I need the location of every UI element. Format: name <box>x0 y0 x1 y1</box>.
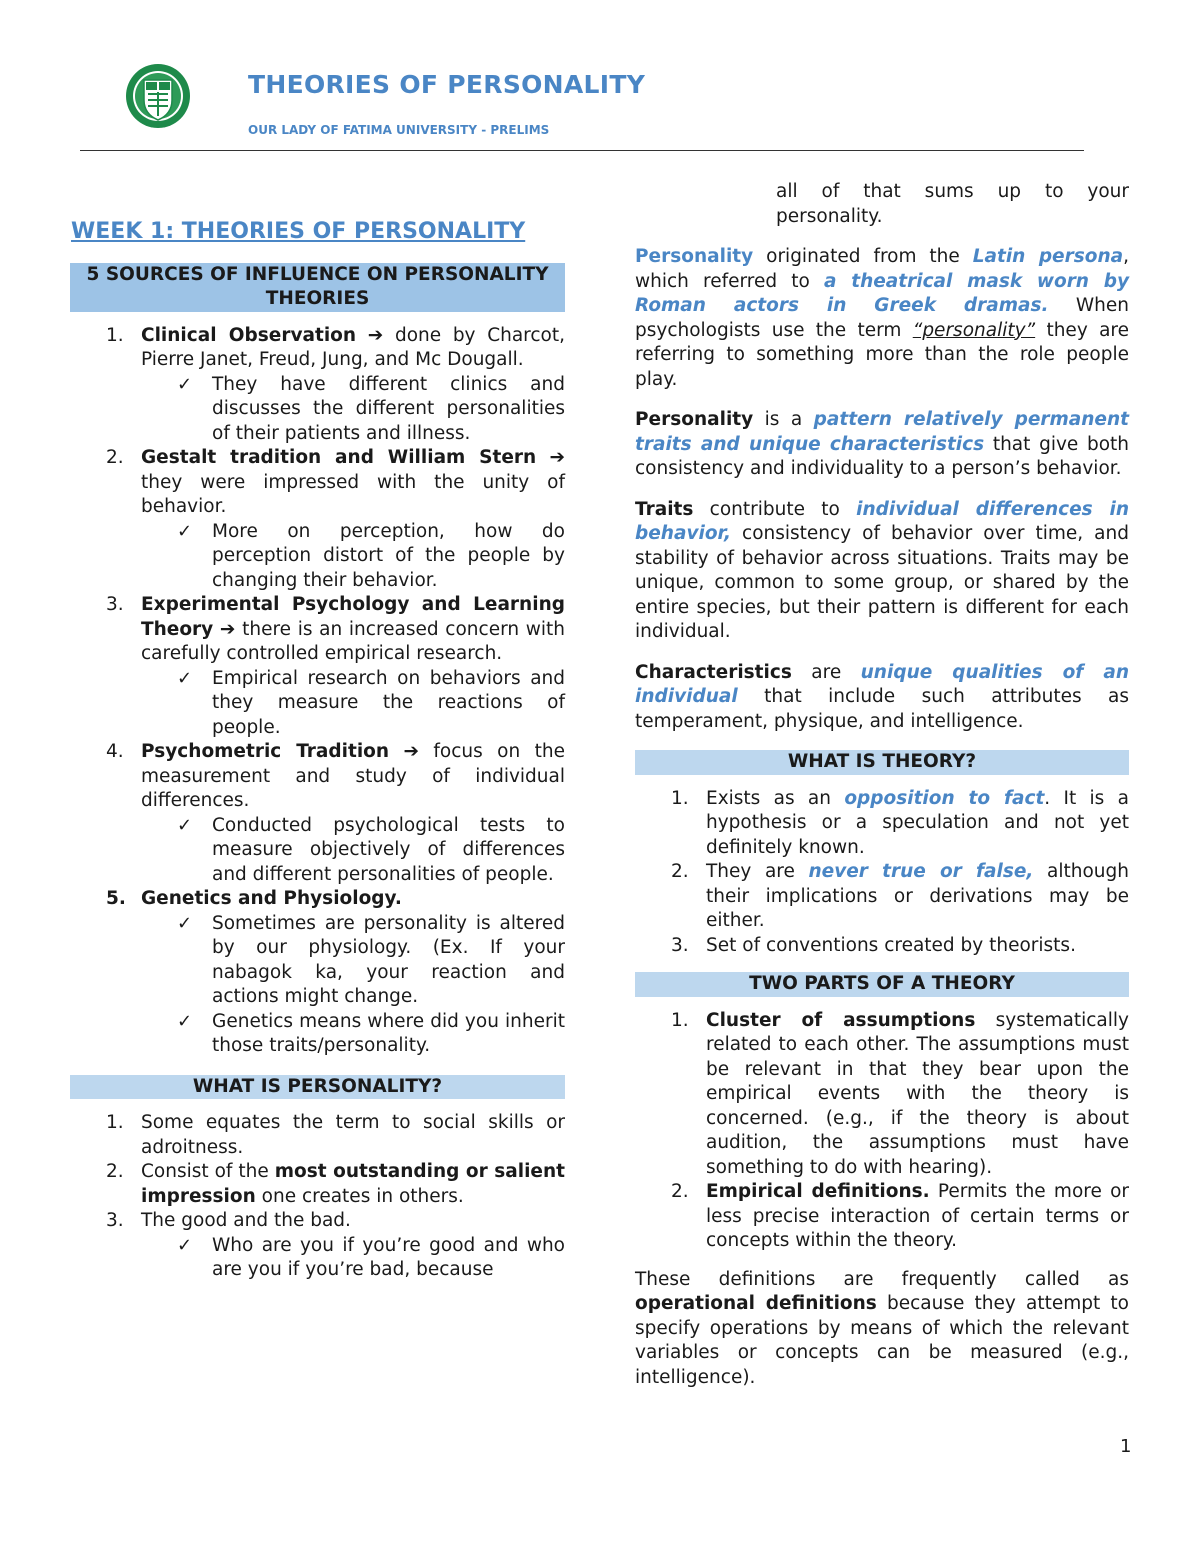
text: that include such attributes as temperament, physique, and intelligence. <box>635 686 1129 732</box>
check-bullet <box>141 520 565 594</box>
text: contribute to <box>693 498 857 520</box>
text: . It is a hypothesis or a speculation and not yet definitely known. <box>706 787 1129 858</box>
text: When psychologists use the term <box>635 295 1130 341</box>
check-bullet <box>141 912 565 1010</box>
text: Exists as an <box>706 787 845 809</box>
text: These definitions are frequently called as <box>635 1268 1129 1290</box>
source-text: there is an increased concern with carefully controlled empirical research. <box>141 618 565 664</box>
traits-paragraph <box>635 498 1129 645</box>
page-number: 1 <box>1120 1436 1132 1457</box>
text: originated from the <box>753 246 973 267</box>
check-bullet <box>141 814 565 888</box>
bullet-text: Empirical research on behaviors and they measure the reactions of people. <box>212 667 565 738</box>
item-text: Consist of the <box>141 1161 275 1182</box>
text: are <box>791 661 861 683</box>
personality-origin-paragraph <box>635 245 1129 392</box>
item-text: one creates in others. <box>255 1185 464 1207</box>
highlight: a theatrical mask worn by Roman actors in Greek dramas. <box>635 270 1130 316</box>
check-bullet <box>141 373 565 447</box>
highlight: individual differences in behavior, <box>635 498 1129 544</box>
list-item <box>635 1009 1129 1181</box>
text: , which referred to <box>635 246 1129 292</box>
list-item <box>635 934 1129 959</box>
text: Set of conventions created by theorists. <box>706 934 1076 956</box>
list-number: 1. <box>106 1112 124 1133</box>
source-term: Clinical Observation <box>141 324 357 346</box>
term: Personality <box>635 409 754 430</box>
source-text: they were impressed with the unity of behavior. <box>141 471 565 517</box>
text: consistency of behavior over time, and stability of behavior across situations. Traits may be unique, common to some group, or shared by the entire species, but their pattern is different for each individual. <box>635 523 1129 642</box>
characteristics-paragraph <box>635 661 1129 735</box>
right-column <box>635 180 1129 1406</box>
highlight: unique qualities of an individual <box>635 661 1129 707</box>
list-number: 2. <box>671 1181 689 1202</box>
highlight: never true or false, <box>808 861 1034 882</box>
source-term: Genetics and Physiology. <box>141 888 402 909</box>
bullet-text: Genetics means where did you inherit those traits/personality. <box>212 1010 565 1056</box>
bullet-text: Sometimes are personality is altered by our physiology. (Ex. If your nabagok ka, your reaction and actions might change. <box>212 912 565 1007</box>
continuation-text: all of that sums up to your personality. <box>776 181 1129 227</box>
checkmark-icon: ✓ <box>177 814 193 836</box>
list-item <box>635 787 1129 861</box>
what-is-theory-heading: WHAT IS THEORY? <box>635 750 1129 775</box>
left-column <box>70 220 565 1283</box>
text: systematically related to each other. The assumptions must be relevant in that they bear upon the empirical events with the theory is concerned. (e.g., if the theory is about audition, the assumptions must have something to do with hearing). <box>706 1009 1129 1178</box>
personality-list <box>70 1111 565 1283</box>
list-item <box>70 446 565 593</box>
list-item <box>70 1160 565 1209</box>
arrow-icon: ➔ <box>549 447 565 468</box>
text: Permits the more or less precise interaction of certain terms or concepts within the theory. <box>706 1181 1129 1251</box>
item-text: The good and the bad. <box>141 1210 351 1231</box>
text: They are <box>706 861 809 882</box>
list-number: 3. <box>671 934 689 956</box>
item-bold-text: most outstanding or salient impression <box>141 1161 565 1207</box>
sources-list <box>70 324 565 1059</box>
list-item <box>70 324 565 447</box>
text: is a <box>753 409 814 430</box>
check-bullet <box>141 1010 565 1059</box>
bullet-text: They have different clinics and discusses the different personalities of their patients and illness. <box>212 373 565 444</box>
term: Cluster of assumptions <box>706 1009 976 1031</box>
two-parts-list <box>635 1009 1129 1254</box>
checkmark-icon: ✓ <box>177 1234 193 1256</box>
list-item <box>70 1209 565 1283</box>
bullet-text: Who are you if you’re good and who are you if you’re bad, because <box>212 1234 565 1280</box>
header-divider <box>80 150 1084 151</box>
highlight: Latin persona <box>972 246 1124 267</box>
term: Personality <box>635 246 754 267</box>
checkmark-icon: ✓ <box>177 667 193 689</box>
checkmark-icon: ✓ <box>177 912 193 934</box>
theory-list <box>635 787 1129 959</box>
what-is-personality-heading: WHAT IS PERSONALITY? <box>70 1075 565 1100</box>
term: operational definitions <box>635 1293 877 1314</box>
list-number: 4. <box>106 741 124 762</box>
term: Empirical definitions. <box>706 1181 930 1202</box>
list-item <box>70 887 565 1059</box>
bullet-text: More on perception, how do perception distort of the people by changing their behavior. <box>212 520 565 591</box>
arrow-icon: ➔ <box>403 741 419 762</box>
highlight: opposition to fact <box>844 787 1045 809</box>
list-item <box>70 740 565 887</box>
item-text: Some equates the term to social skills or adroitness. <box>141 1112 565 1158</box>
list-item <box>635 860 1129 934</box>
week-heading: WEEK 1: THEORIES OF PERSONALITY <box>71 219 526 244</box>
checkmark-icon: ✓ <box>177 1010 193 1032</box>
arrow-icon: ➔ <box>219 618 236 640</box>
source-text: focus on the measurement and study of individual differences. <box>141 741 565 811</box>
list-number: 1. <box>106 324 124 346</box>
operational-definitions-paragraph <box>635 1268 1129 1391</box>
highlight: pattern relatively permanent traits and unique characteristics <box>635 409 1129 455</box>
list-item <box>70 1111 565 1160</box>
list-number: 2. <box>106 447 124 468</box>
list-number: 1. <box>671 1009 689 1031</box>
text: because they attempt to specify operations by means of which the relevant variables or concepts can be measured (e.g., intelligence). <box>635 1293 1130 1388</box>
checkmark-icon: ✓ <box>177 373 193 395</box>
check-bullet <box>141 1234 565 1283</box>
sources-heading: 5 SOURCES OF INFLUENCE ON PERSONALITY THEORIES <box>70 263 565 312</box>
list-number: 2. <box>106 1161 124 1182</box>
arrow-icon: ➔ <box>367 324 384 346</box>
text: they are referring to something more than the role people play. <box>635 319 1129 390</box>
list-item <box>635 1180 1129 1254</box>
term: Characteristics <box>635 661 792 683</box>
quoted-term: “personality” <box>912 319 1036 341</box>
check-bullet <box>141 667 565 741</box>
bullet-text: Conducted psychological tests to measure objectively of differences and different personalities of people. <box>212 814 565 885</box>
term: Traits <box>635 498 694 520</box>
checkmark-icon: ✓ <box>177 520 193 542</box>
university-seal-icon <box>124 62 192 130</box>
document-title: THEORIES OF PERSONALITY <box>248 70 646 99</box>
two-parts-heading: TWO PARTS OF A THEORY <box>635 972 1129 997</box>
source-term: Experimental Psychology and Learning Theory <box>141 594 565 640</box>
text: although their implications or derivations may be either. <box>706 861 1129 931</box>
list-number: 1. <box>671 787 689 809</box>
list-number: 2. <box>671 861 689 882</box>
personality-definition-paragraph <box>635 408 1129 482</box>
text: that give both consistency and individuality to a person’s behavior. <box>635 433 1130 479</box>
source-term: Psychometric Tradition <box>141 741 390 762</box>
document-subtitle: OUR LADY OF FATIMA UNIVERSITY - PRELIMS <box>248 123 550 137</box>
source-term: Gestalt tradition and William Stern <box>141 447 537 468</box>
list-number: 5. <box>106 888 126 909</box>
list-item <box>70 593 565 740</box>
source-text: done by Charcot, Pierre Janet, Freud, Jung, and Mc Dougall. <box>141 324 565 370</box>
list-number: 3. <box>106 1210 124 1231</box>
list-number: 3. <box>106 594 124 615</box>
